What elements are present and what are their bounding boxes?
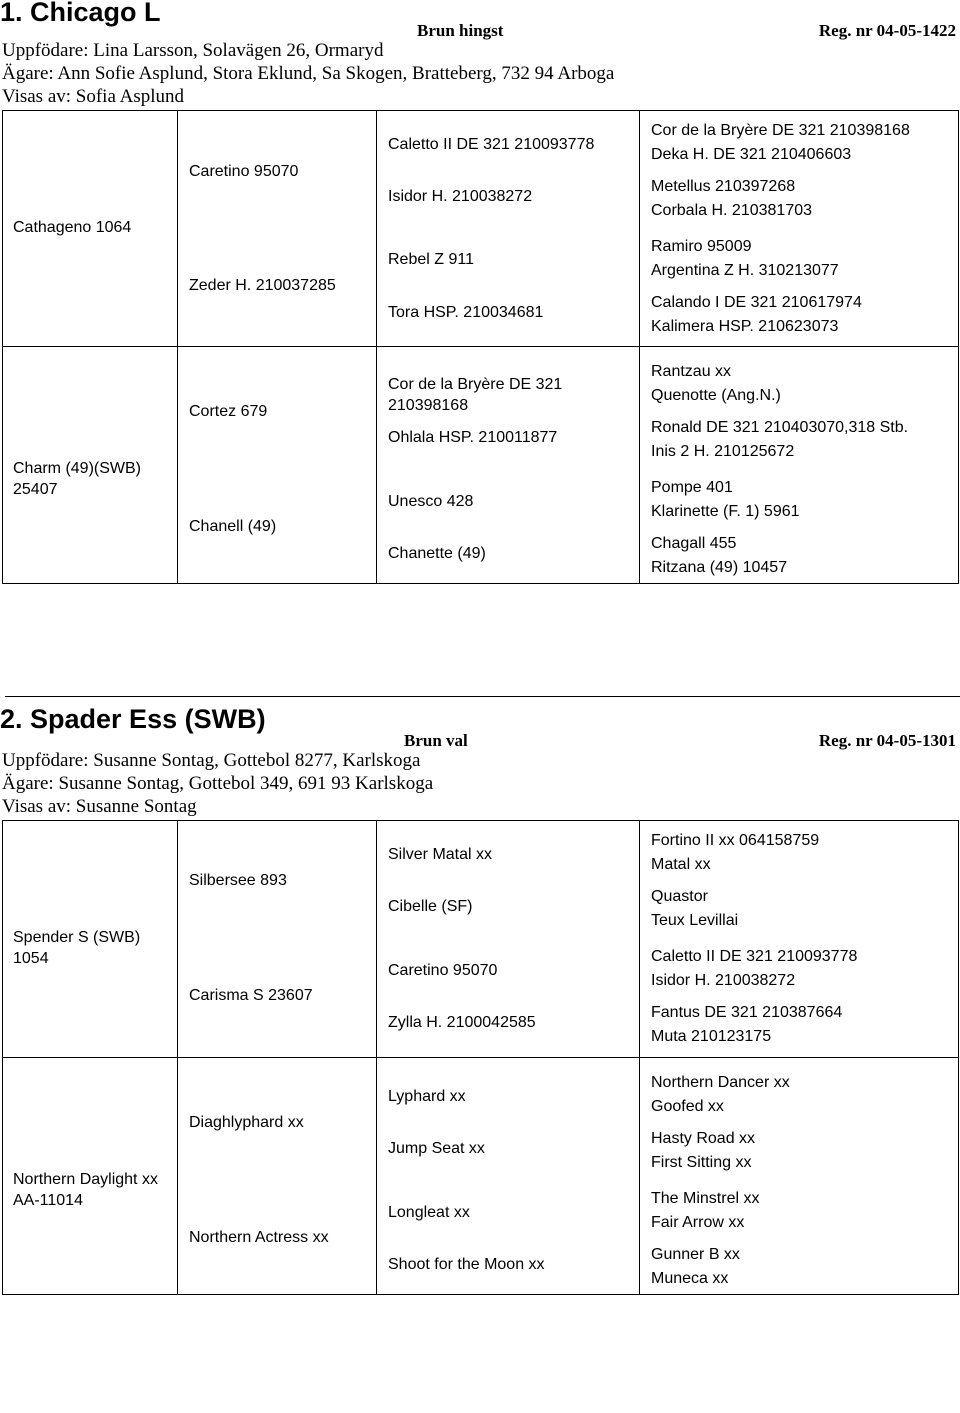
ancestor-g3: Caretino 95070 [388,962,498,979]
breeder: Uppfödare: Lina Larsson, Solavägen 26, Ormaryd [2,40,384,61]
dam-name: Northern Daylight xx [13,1171,158,1188]
ancestor-g3: Unesco 428 [388,493,474,510]
ancestor-g4: Deka H. DE 321 210406603 [651,146,852,163]
ancestor-g4: Isidor H. 210038272 [651,972,796,989]
ancestor-g4: Teux Levillai [651,912,739,929]
ancestor-g4: Quastor [651,888,708,905]
ancestor-g4: Muneca xx [651,1270,729,1287]
ancestor-g3: Jump Seat xx [388,1140,485,1157]
ancestor-g3: Isidor H. 210038272 [388,188,533,205]
ancestor-g3: Longleat xx [388,1204,470,1221]
dam-sire: Cortez 679 [189,403,268,420]
ancestor-g3: Tora HSP. 210034681 [388,304,544,321]
ancestor-g4: Hasty Road xx [651,1130,756,1147]
ancestor-g3: Chanette (49) [388,545,486,562]
ancestor-g4: Ronald DE 321 210403070,318 Stb. [651,419,909,436]
ancestor-g4: Klarinette (F. 1) 5961 [651,503,800,520]
registration-number: Reg. nr 04-05-1301 [818,731,956,750]
shown-by: Visas av: Susanne Sontag [2,796,197,817]
ancestor-g4: Caletto II DE 321 210093778 [651,948,858,965]
ancestor-g4: Metellus 210397268 [651,178,796,195]
owner: Ägare: Ann Sofie Asplund, Stora Eklund, Sa Skogen, Bratteberg, 732 94 Arboga [2,63,615,84]
dam-name: Charm (49)(SWB) [13,460,142,477]
ancestor-g3: Cibelle (SF) [388,898,473,915]
entry-title: 2. Spader Ess (SWB) [0,704,266,734]
ancestor-g3: Zylla H. 2100042585 [388,1014,536,1031]
color-sex: Brun hingst [417,21,504,40]
color-sex: Brun val [404,731,468,750]
ancestor-g4: Quenotte (Ang.N.) [651,387,781,404]
ancestor-g3: Ohlala HSP. 210011877 [388,429,558,446]
ancestor-g4: Northern Dancer xx [651,1074,790,1091]
entry-title: 1. Chicago L [0,0,161,27]
ancestor-g4: Chagall 455 [651,535,737,552]
sire-name: Cathageno 1064 [13,219,132,236]
pedigree-table [2,820,959,1295]
ancestor-g4: First Sitting xx [651,1154,752,1171]
ancestor-g4: Fortino II xx 064158759 [651,832,820,849]
dam-name-reg: 25407 [13,481,58,498]
sire-name: Spender S (SWB) [13,929,141,946]
ancestor-g4: Muta 210123175 [651,1028,772,1045]
ancestor-g4: The Minstrel xx [651,1190,760,1207]
sire-dam: Zeder H. 210037285 [189,277,336,294]
sire-sire: Silbersee 893 [189,872,287,889]
ancestor-g4: Corbala H. 210381703 [651,202,813,219]
ancestor-g4: Argentina Z H. 310213077 [651,262,839,279]
dam-name-reg: AA-11014 [13,1192,83,1209]
ancestor-g4: Fantus DE 321 210387664 [651,1004,843,1021]
ancestor-g4: Goofed xx [651,1098,724,1115]
ancestor-g4: Inis 2 H. 210125672 [651,443,795,460]
sire-name-reg: 1054 [13,950,49,967]
sire-dam: Carisma S 23607 [189,987,313,1004]
sire-sire: Caretino 95070 [189,163,299,180]
dam-sire: Diaghlyphard xx [189,1114,304,1131]
ancestor-g3: Silver Matal xx [388,846,493,863]
ancestor-g4: Calando I DE 321 210617974 [651,294,862,311]
ancestor-g4: Pompe 401 [651,479,733,496]
ancestor-g4: Rantzau xx [651,363,732,380]
dam-dam: Chanell (49) [189,518,277,535]
ancestor-g3: Lyphard xx [388,1088,466,1105]
ancestor-g3: Caletto II DE 321 210093778 [388,136,595,153]
dam-dam: Northern Actress xx [189,1229,329,1246]
ancestor-g4: Kalimera HSP. 210623073 [651,318,839,335]
ancestor-g3: 210398168 [388,397,469,414]
separator-rule [5,696,960,697]
ancestor-g4: Ritzana (49) 10457 [651,559,788,576]
ancestor-g4: Matal xx [651,856,711,873]
breeder: Uppfödare: Susanne Sontag, Gottebol 8277, Karlskoga [2,750,421,771]
owner: Ägare: Susanne Sontag, Gottebol 349, 691 93 Karlskoga [2,773,434,794]
ancestor-g3: Shoot for the Moon xx [388,1256,545,1273]
ancestor-g4: Ramiro 95009 [651,238,752,255]
ancestor-g3: Rebel Z 911 [388,251,474,268]
pedigree-table [2,110,959,584]
ancestor-g4: Gunner B xx [651,1246,740,1263]
ancestor-g4: Cor de la Bryère DE 321 210398168 [651,122,910,139]
shown-by: Visas av: Sofia Asplund [2,86,184,107]
ancestor-g3: Cor de la Bryère DE 321 [388,376,563,393]
registration-number: Reg. nr 04-05-1422 [818,21,956,40]
ancestor-g4: Fair Arrow xx [651,1214,745,1231]
